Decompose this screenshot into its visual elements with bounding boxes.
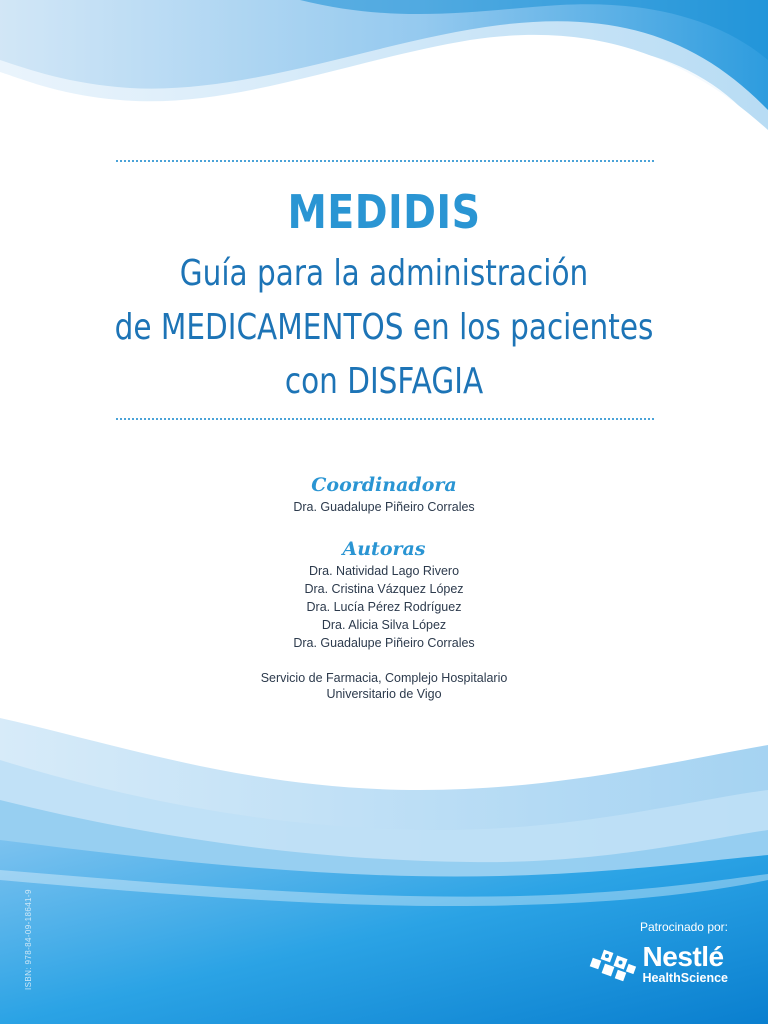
dotted-divider-top — [116, 160, 654, 162]
isbn-text: ISBN: 978-84-09-18641-9 — [24, 889, 33, 990]
subtitle — [69, 247, 699, 409]
page-title: MEDIDIS — [287, 185, 481, 239]
sponsor-label: Patrocinado por: — [639, 920, 728, 934]
subtitle-line: con DISFAGIA — [284, 361, 484, 402]
coordinator-name: Dra. Guadalupe Piñeiro Corrales — [293, 500, 475, 514]
dotted-divider-bottom — [116, 418, 654, 420]
sponsor-block — [589, 920, 728, 986]
author-name: Dra. Guadalupe Piñeiro Corrales — [293, 636, 475, 650]
nestle-health-cubes-icon — [589, 945, 637, 985]
author-name: Dra. Cristina Vázquez López — [304, 582, 464, 596]
author-name: Dra. Natividad Lago Rivero — [308, 564, 460, 578]
institution-line: Universitario de Vigo — [326, 687, 442, 701]
subtitle-line: Guía para la administración — [179, 253, 589, 294]
author-name: Dra. Alicia Silva López — [321, 618, 447, 632]
coordinator-heading: Coordinadora — [311, 474, 457, 496]
institution-line: Servicio de Farmacia, Complejo Hospitalario — [260, 671, 508, 685]
healthscience-text: HealthScience — [642, 971, 728, 985]
credits — [0, 472, 768, 702]
isbn-vertical — [24, 870, 36, 990]
subtitle-line: de MEDICAMENTOS en los pacientes — [114, 307, 654, 348]
author-name: Dra. Lucía Pérez Rodríguez — [306, 600, 462, 614]
title-block — [0, 185, 768, 409]
authors-heading: Autoras — [342, 538, 426, 560]
nestle-brand-text: Nestlé — [642, 941, 724, 972]
nestle-logo — [589, 941, 728, 986]
